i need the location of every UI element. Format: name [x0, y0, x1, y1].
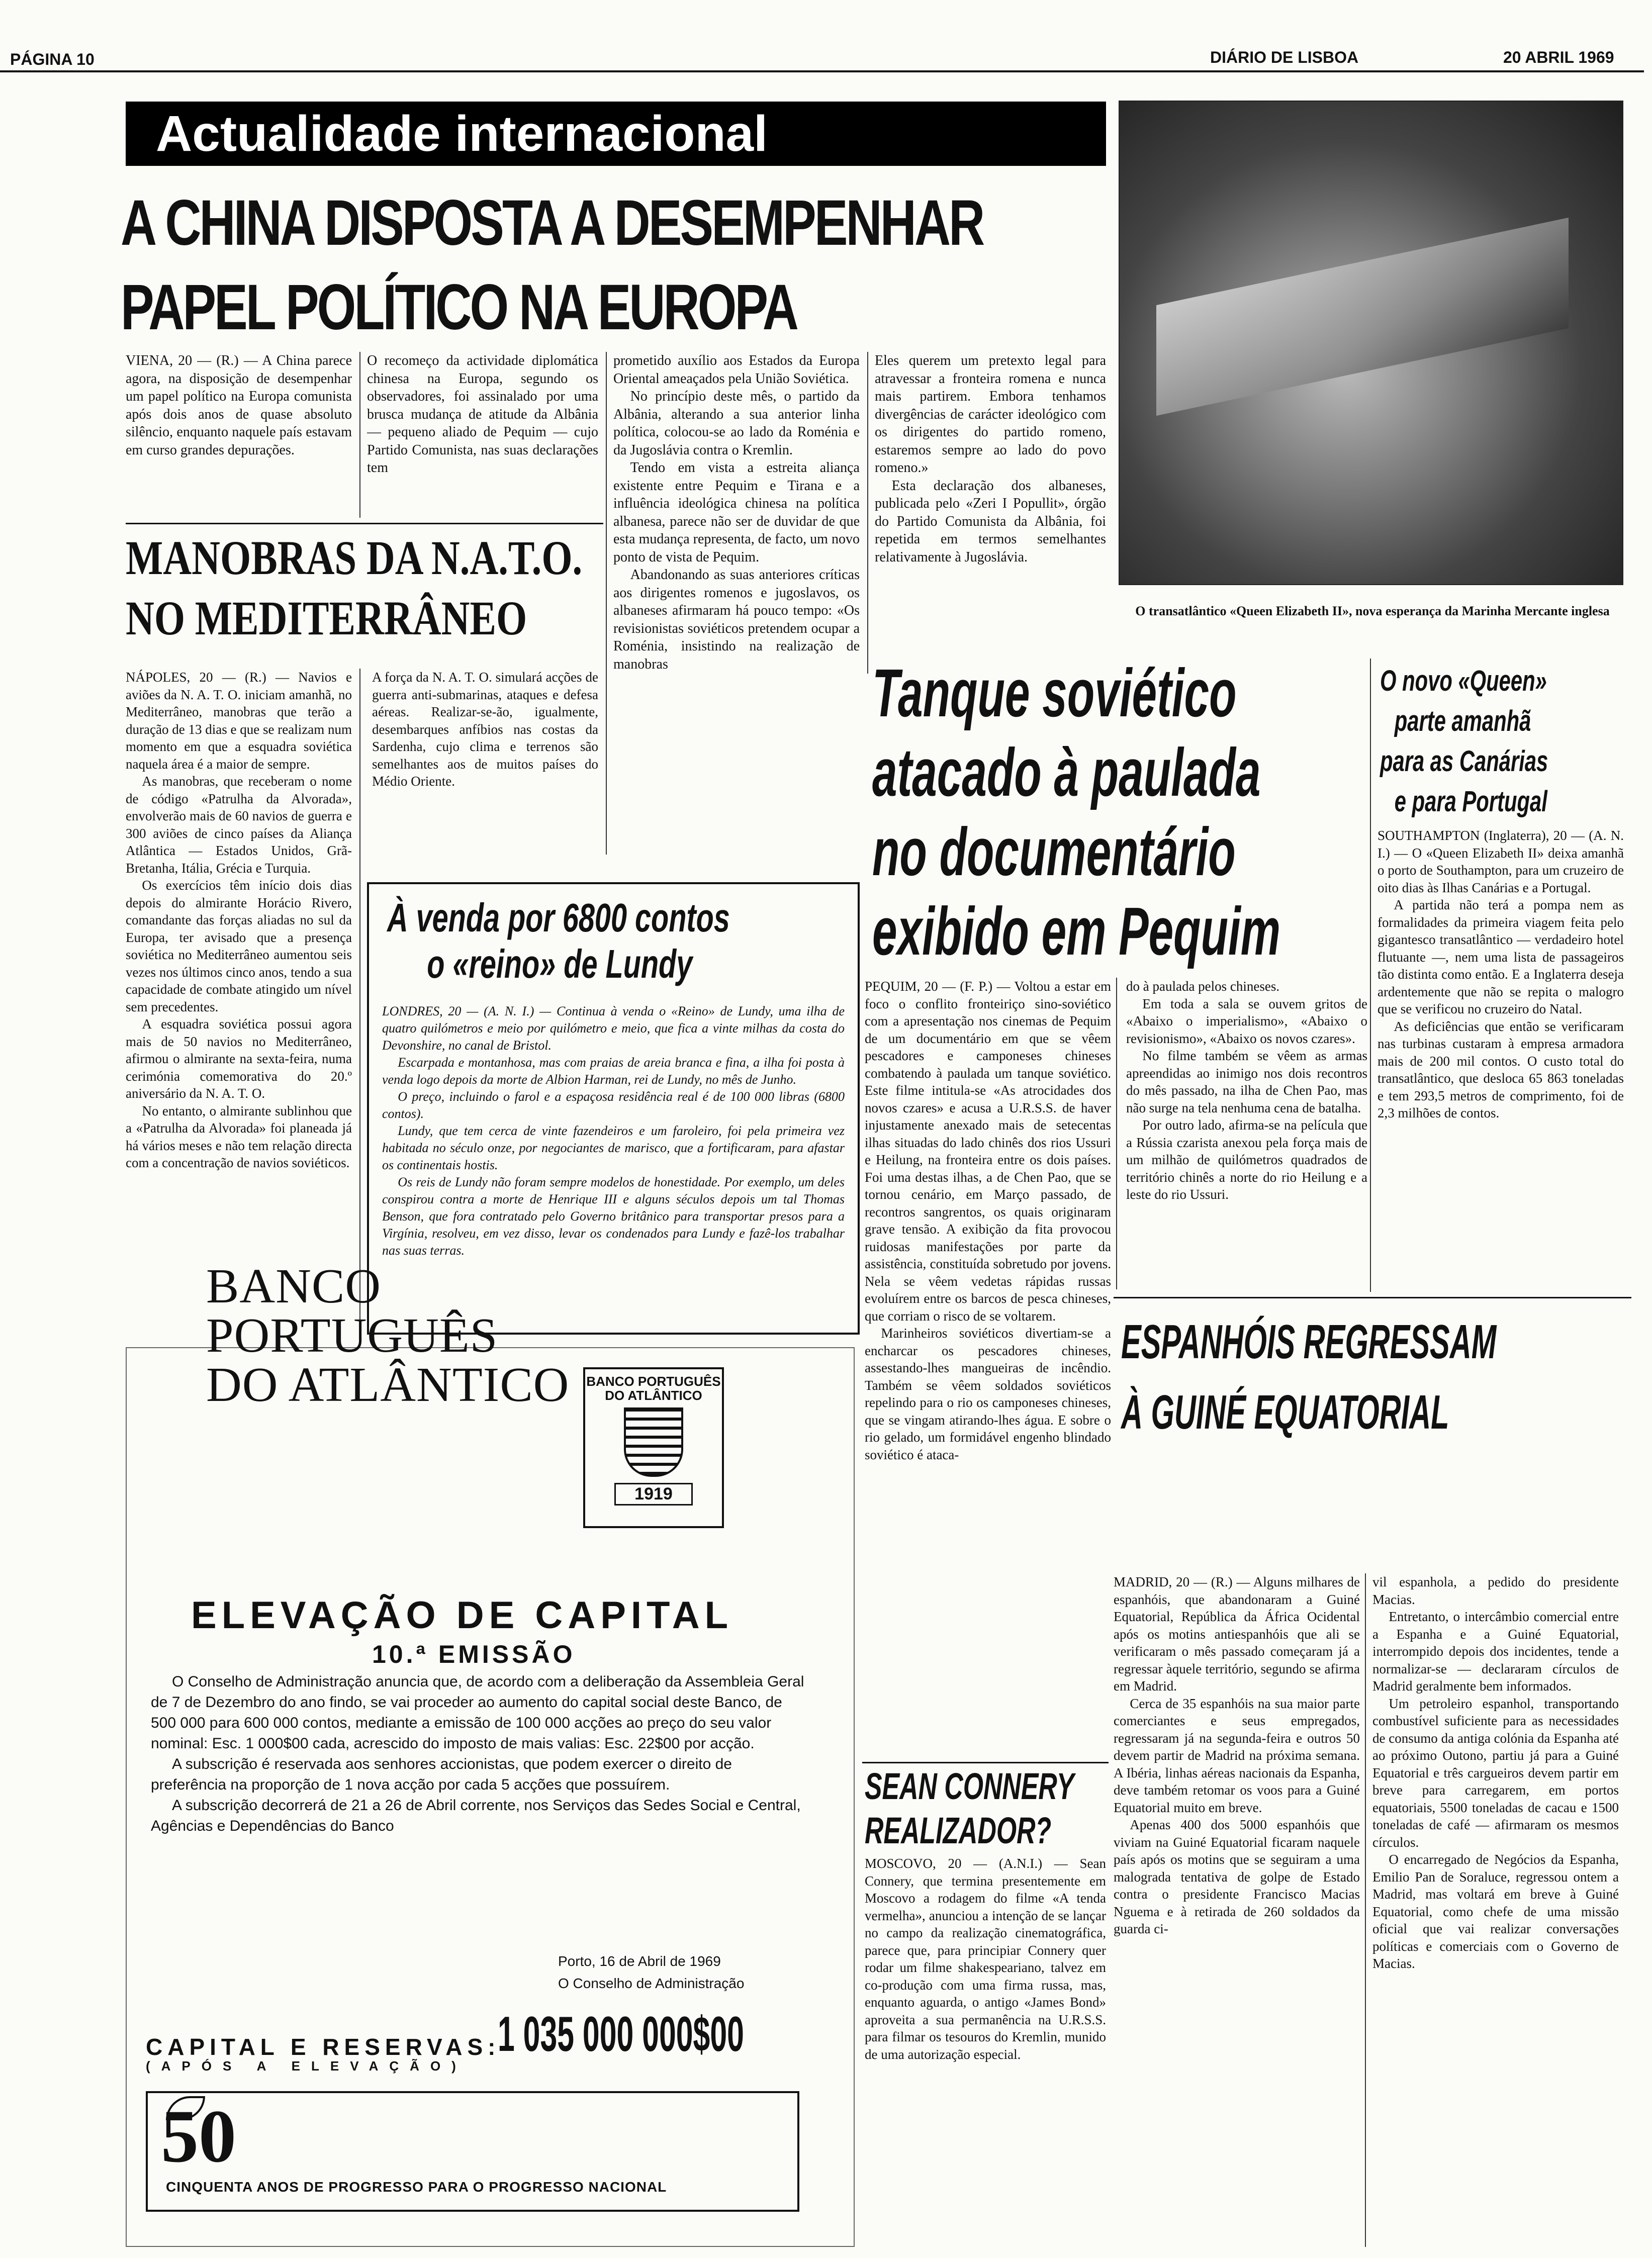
spain-story-col1 [1114, 1573, 1360, 2247]
ad-sign-place: Porto, 16 de Abril de 1969 [558, 1953, 721, 1969]
bank-logo-text: BANCO PORTUGUÊS DO ATLÂNTICO [586, 1374, 721, 1403]
bank-name-line3: DO ATLÂNTICO [206, 1358, 570, 1412]
paragraph: A partida não terá a pompa nem as formalidades da primeira viagem feita pelo gigantesco transatlântico — verdadeiro hotel flutuante —, nem uma lista de passageiros tão distinta como então. E a Inglaterra deseja ardentemente que não se repita o malogro que se verificou no cruzeiro do Natal. [1378, 897, 1624, 1016]
column-rule [1365, 1573, 1366, 2247]
story-divider [126, 523, 603, 524]
paragraph: A subscrição decorrerá de 21 a 26 de Abril corrente, nos Serviços das Sedes Social e Central, Agências e Dependências do Banco [151, 1797, 801, 1834]
paragraph: Entretanto, o intercâmbio comercial entre a Espanha e a Guiné Equatorial, interrompido depois dos incidentes, tende a normalizar-se — declararam círculos de Madrid geralmente bem informados. [1372, 1609, 1619, 1694]
paragraph: A esquadra soviética possui agora mais de 50 navios no Mediterrâneo, afirmou o almirante na sexta-feira, numa cerimónia comemorativa do 20.º aniversário da N. A. T. O. [126, 1016, 352, 1101]
paragraph: Cerca de 35 espanhóis na sua maior parte comerciantes e seus empregados, regressaram já na segunda-feira e outros 50 devem partir de Madrid na próxima semana. A Ibéria, linhas aéreas nacionais da Espanha, deve também retomar os voos para a Guiné Equatorial muito em breve. [1114, 1696, 1360, 1815]
paragraph: VIENA, 20 — (R.) — A China parece agora, na disposição de desempenhar um papel político na Europa comunista após dois anos de quase absoluto silêncio, enquanto naquele país estavam em curso grandes depurações. [126, 353, 352, 458]
tank-headline-line4: exibido em Pequim [872, 893, 1280, 969]
spain-story-col2 [1372, 1573, 1619, 2247]
tank-story-col1 [865, 978, 1111, 1762]
connery-headline-line2: REALIZADOR? [865, 1810, 1052, 1851]
column-rule [359, 669, 360, 1342]
queen-headline [1380, 661, 1548, 822]
column-rule [867, 352, 868, 674]
queen-headline-line4: e para Portugal [1394, 785, 1547, 818]
paragraph: Eles querem um pretexto legal para atravessar a fronteira romena e nunca mais partirem. Embora tenhamos divergências de carácter ideológico com os dirigentes do partido romeno, estaremos sempre ao lado do povo romeno.» [875, 353, 1106, 476]
spain-headline [1121, 1307, 1496, 1448]
masthead-rule [0, 70, 1644, 72]
bank-name-line1: BANCO [206, 1259, 382, 1313]
paragraph: Lundy, que tem cerca de vinte fazendeiros e um faroleiro, foi pela primeira vez habitada no século onze, por negociantes de marisco, que a fortificaram, para afastar os continentais hostis. [382, 1123, 845, 1172]
paragraph: Os reis de Lundy não foram sempre modelos de honestidade. Por exemplo, um deles conspirou contra a morte de Henrique III e alguns séculos depois um tal Thomas Benson, que fora contratado pelo Governo britânico para transportar presos para a Virgínia, resolveu, em vez disso, levar os condenados para Lundy e fazê-los trabalhar nas suas terras. [382, 1175, 845, 1258]
paragraph: LONDRES, 20 — (A. N. I.) — Continua à venda o «Reino» de Lundy, uma ilha de quatro quilómetros e meio por quilómetro e meio, que fica a vinte milhas da costa do Devonshire, no canal de Bristol. [382, 1004, 845, 1053]
paragraph: Um petroleiro espanhol, transportando combustível suficiente para as necessidades de consumo da antiga colónia da Espanha até ao próximo Outono, partiu já para a Guiné Equatorial e três cargueiros devem partir em breve para carregarem, em portos equatoriais, 5500 toneladas de cacau e 1500 toneladas de café — afirmaram os mesmos círculos. [1372, 1696, 1619, 1850]
issue-date: 20 ABRIL 1969 [1503, 48, 1614, 66]
ad-signature [558, 1950, 744, 1995]
connery-story-body [865, 1855, 1106, 2247]
capital-sublabel: (APÓS A ELEVAÇÃO) [146, 2058, 467, 2074]
paragraph: vil espanhola, a pedido do presidente Macias. [1372, 1574, 1619, 1607]
main-headline-line1: A CHINA DISPOSTA A DESEMPENHAR [121, 187, 983, 259]
paragraph: Escarpada e montanhosa, mas com praias de areia branca e fina, a ilha foi posta à venda logo depois da morte de Albion Harman, rei de Lundy, no mês de Junho. [382, 1055, 845, 1087]
story-divider [1114, 1297, 1631, 1298]
paragraph: Tendo em vista a estreita aliança existente entre Pequim e Tirana e a influência ideológica chinesa na política albanesa, parece não ser de duvidar de que esta mudança representa, de facto, um novo ponto de vista de Pequim. [613, 460, 860, 565]
paragraph: A subscrição é reservada aos senhores accionistas, que podem exercer o direito de preferência na proporção de 1 nova acção por cada 5 acções que possuírem. [151, 1756, 732, 1793]
paragraph: As manobras, que receberam o nome de código «Patrulha da Alvorada», envolverão mais de 60 navios de guerra e 300 aviões de cinco países da Aliança Atlântica — Estados Unidos, Grã-Bretanha, Itália, Grécia e Turquia. [126, 774, 352, 876]
queen-headline-line3: para as Canárias [1380, 745, 1548, 778]
lundy-headline [387, 895, 730, 987]
paragraph: prometido auxílio aos Estados da Europa Oriental ameaçados pela União Soviética. [613, 353, 860, 387]
queen-story-body [1378, 827, 1624, 1289]
paragraph: Em toda a sala se ouvem gritos de «Abaixo o imperialismo», «Abaixo o revisionismo», «Abaixo os novos czares». [1126, 996, 1367, 1046]
paragraph: Esta declaração dos albaneses, publicada pelo «Zeri I Popullit», órgão do Partido Comunista da Albânia, foi repetida em termos semelhantes relativamente à Jugoslávia. [875, 478, 1106, 565]
paragraph: Marinheiros soviéticos divertiam-se a encharcar os pescadores chineses, assestando-lhes mangueiras de incêndio. Também se vêem soldados soviéticos repelindo para o rio os camponeses chineses, que se vingam atirando-lhes água. E sobre o rio gelado, um formidável engenho blindado soviético é ataca- [865, 1326, 1111, 1462]
anniversary-slogan: CINQUENTA ANOS DE PROGRESSO PARA O PROGRESSO NACIONAL [166, 2179, 667, 2195]
paragraph: O Conselho de Administração anuncia que, de acordo com a deliberação da Assembleia Geral de 7 de Dezembro do ano findo, se vai proceder ao aumento do capital social deste Banco, de 500 000 para 600 000 contos, mediante a emissão de 100 000 acções ao preço do seu valor nominal: Esc. 1 000$00 cada, acrescido do imposto de mais valias: Esc. 22$00 por acção. [151, 1673, 804, 1752]
main-story-col3 [613, 352, 860, 855]
paragraph: PEQUIM, 20 — (F. P.) — Voltou a estar em foco o conflito fronteiriço sino-soviético com a apresentação nos cinemas de Pequim de um documentário em que se vêem pescadores e camponeses chineses combatendo à paulada um tanque soviético. Este filme intitula-se «As atrocidades dos novos czares» e acusa a U.R.S.S. de haver injustamente anexado mais de setecentas ilhas situadas do lado chinês dos rios Ussuri e Heilung, na fronteira entre os dois países. Foi uma destas ilhas, a de Chen Pao, que se tornou cenário, em Março passado, de recontros sangrentos, os quais originaram grave tensão. A exibição da fita provocou ruidosas manifestações por parte da assistência, constituída sobretudo por jovens. Nela se vêem vedetas rápidas russas evoluírem entre os barcos de pesca chineses, que corriam o risco de se voltarem. [865, 979, 1111, 1324]
shield-icon [624, 1407, 683, 1477]
capital-amount: 1 035 000 000$00 [498, 2006, 744, 2061]
spain-headline-line2: À GUINÉ EQUATORIAL [1121, 1385, 1449, 1439]
column-rule [1116, 978, 1117, 1289]
nato-headline [126, 528, 582, 648]
paragraph: Abandonando as suas anteriores críticas aos dirigentes romenos e jugoslavos, os albaneses afirmaram há pouco tempo: «Os revisionistas soviéticos pretendem ocupar a Roménia, insistindo na realização de manobras [613, 567, 860, 672]
nato-headline-line2: NO MEDITERRÂNEO [126, 591, 527, 645]
page-number: PÁGINA 10 [10, 50, 95, 68]
paragraph: MOSCOVO, 20 — (A.N.I.) — Sean Connery, que termina presentemente em Moscovo a rodagem do filme «A tenda vermelha», anunciou a intenção de se lançar no campo da realização cinematográfica, parece que, para principiar Connery quer rodar um filme shakespeariano, talvez em co-produção com uma firma russa, mas, enquanto aguarda, o antigo «James Bond» aproveita a sua permanência na U.R.S.S. para filmar os tesouros do Kremlin, munido de uma autorização especial. [865, 1856, 1106, 2062]
ad-body [151, 1671, 804, 1836]
paragraph: MADRID, 20 — (R.) — Alguns milhares de espanhóis, que abandonaram a Guiné Equatorial, República da África Ocidental após os motins antiespanhóis que ali se verificaram o mês passado começaram já a regressar àquele território, segundo se afirma em Madrid. [1114, 1574, 1360, 1694]
spain-headline-line1: ESPANHÓIS REGRESSAM [1121, 1315, 1497, 1369]
anniversary-number: 50 [161, 2095, 236, 2178]
bank-logo [583, 1367, 724, 1528]
ad-title: ELEVAÇÃO DE CAPITAL [191, 1594, 733, 1637]
nato-story-col1 [126, 669, 352, 1342]
paragraph: A força da N. A. T. O. simulará acções de guerra anti-submarinas, ataques e defesa aéreas. Realizar-se-ão, igualmente, desembarques anfíbios nas costas da Sardenha, cujo clima e terrenos são semelhantes aos de muitos países do Médio Oriente. [372, 670, 598, 789]
main-story-col1 [126, 352, 352, 533]
capital-label: CAPITAL E RESERVAS: [146, 2034, 501, 2060]
bank-name [206, 1259, 570, 1412]
ad-sign-by: O Conselho de Administração [558, 1975, 745, 1991]
paragraph: No princípio deste mês, o partido da Albânia, alterando a sua anterior linha política, colocou-se ao lado da Roménia e da Jugoslávia contra o Kremlin. [613, 389, 860, 458]
column-rule [359, 352, 360, 518]
main-headline-line2: PAPEL POLÍTICO NA EUROPA [121, 271, 797, 343]
connery-headline [865, 1764, 1074, 1853]
tank-headline-line1: Tanque soviético [872, 655, 1237, 731]
lundy-headline-line2: o «reino» de Lundy [427, 942, 693, 986]
story-divider [862, 1762, 1109, 1763]
main-story-col4 [875, 352, 1106, 674]
tank-story-col2 [1126, 978, 1367, 1289]
paragraph: As deficiências que então se verificaram nas turbinas custaram à empresa armadora mais de 200 mil contos. O custo total do transatlântico, que desloca 65 863 toneladas e tem 293,5 metros de comprimento, foi de 2,3 milhões de contos. [1378, 1018, 1624, 1120]
ad-subtitle: 10.ª EMISSÃO [372, 1640, 576, 1668]
paragraph: Por outro lado, afirma-se na película que a Rússia czarista anexou pela força mais de um milhão de quilómetros quadrados de território chinês a norte do rio Heilung e a leste do rio Ussuri. [1126, 1117, 1367, 1202]
connery-headline-line1: SEAN CONNERY [865, 1765, 1074, 1807]
paragraph: Apenas 400 dos 5000 espanhóis que viviam na Guiné Equatorial ficaram naquele país após os motins que se seguiram a uma malograda tentativa de golpe de Estado contra o presidente Francisco Macias Nguema e à retirada de 260 soldados da guarda ci- [1114, 1817, 1360, 1936]
photo-caption: O transatlântico «Queen Elizabeth II», nova esperança da Marinha Mercante inglesa [1135, 604, 1610, 618]
column-rule [1370, 658, 1371, 1292]
section-title: Actualidade internacional [126, 102, 1106, 166]
newspaper-name: DIÁRIO DE LISBOA [1210, 48, 1359, 66]
paragraph: O recomeço da actividade diplomática chinesa na Europa, segundo os observadores, foi assinalado por uma brusca mudança de atitude da Albânia — pequeno aliado de Pequim — cujo Partido Comunista, nas suas declarações tem [367, 353, 598, 476]
tank-headline-line2: atacado à paulada [872, 734, 1261, 810]
paragraph: No filme também se vêem as armas apreendidas ao inimigo nos dois recontros do mês passado, na ilha de Chen Pao, mas não surge na tela nenhuma cena de batalha. [1126, 1048, 1367, 1115]
tank-headline [872, 653, 1280, 971]
paragraph: Os exercícios têm início dois dias depois do almirante Horácio Rivero, comandante das forças aliadas no sul da Europa, ter avisado que a presença soviética no Mediterrâneo aumentou seis vezes nos últimos cinco anos, tendo a sua capacidade de combate atingido um nível sem precedentes. [126, 878, 352, 1014]
paragraph: do à paulada pelos chineses. [1126, 979, 1280, 994]
paragraph: O encarregado de Negócios da Espanha, Emilio Pan de Soraluce, regressou ontem a Madrid, mas voltará em breve à Guiné Equatorial, como chefe de uma missão oficial que vai realizar conversações políticas e comerciais com o Governo de Macias. [1372, 1852, 1619, 1971]
nato-headline-line1: MANOBRAS DA N.A.T.O. [126, 531, 583, 585]
paragraph: SOUTHAMPTON (Inglaterra), 20 — (A. N. I.) — O «Queen Elizabeth II» deixa amanhã o porto de Southampton, para um cruzeiro de oito dias às Ilhas Canárias e a Portugal. [1378, 828, 1624, 895]
paragraph: O preço, incluindo o farol e a espaçosa residência real é de 100 000 libras (6800 contos). [382, 1089, 845, 1121]
main-headline [121, 181, 983, 350]
paragraph: No entanto, o almirante sublinhou que a «Patrulha da Alvorada» foi planeada já há vários meses e não tem relação directa com a concentração de navios soviéticos. [126, 1103, 352, 1170]
column-rule [606, 352, 607, 855]
queen-headline-line2: parte amanhã [1394, 705, 1531, 737]
tank-headline-line3: no documentário [872, 814, 1236, 890]
nato-story-col2 [372, 669, 598, 880]
lundy-headline-line1: À venda por 6800 contos [387, 895, 730, 940]
queen-headline-line1: O novo «Queen» [1380, 665, 1547, 697]
main-story-col2 [367, 352, 598, 523]
bank-name-line2: PORTUGUÊS [206, 1308, 498, 1363]
bank-logo-year: 1919 [614, 1483, 693, 1506]
paragraph: NÁPOLES, 20 — (R.) — Navios e aviões da N. A. T. O. iniciam amanhã, no Mediterrâneo, manobras que terão a duração de 13 dias e que se realizam num momento em que a esquadra soviética naquela área é a maior de sempre. [126, 670, 352, 772]
